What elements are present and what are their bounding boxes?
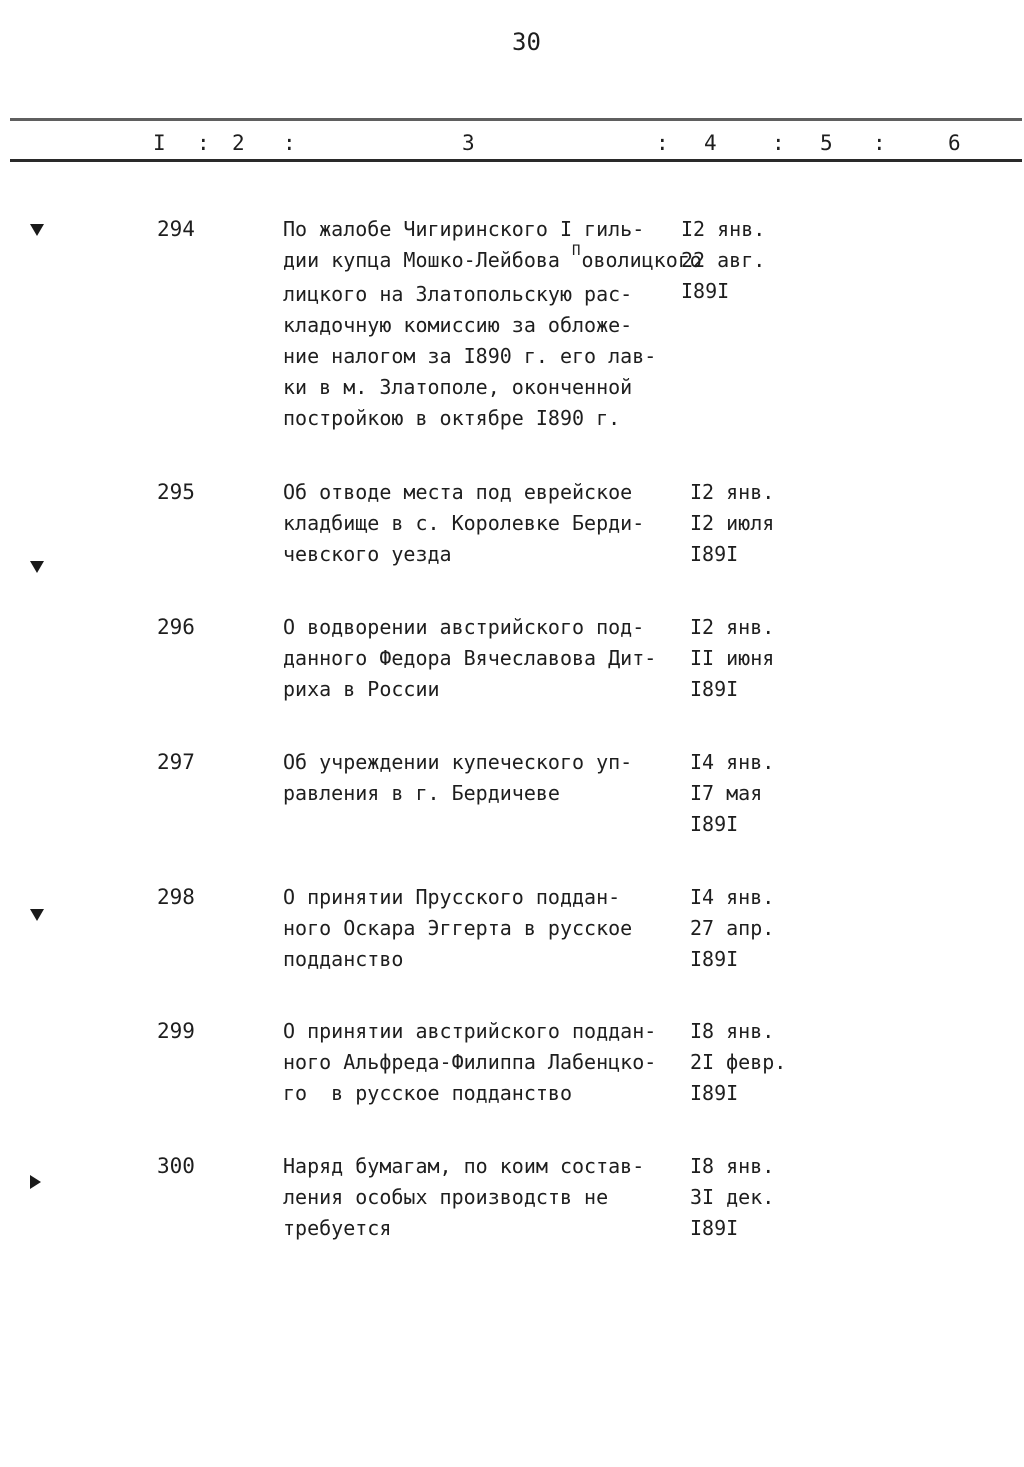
row-dates	[690, 1016, 786, 1109]
title-line: О водворении австрийского под-	[283, 615, 645, 639]
row-number: 300	[157, 1154, 195, 1178]
date-year: I89I	[690, 947, 739, 971]
title-line: ние налогом за I890 г. его лав-	[283, 344, 657, 368]
date-end: 22 авг.	[681, 248, 766, 272]
date-year: I89I	[681, 279, 730, 303]
row-number: 299	[157, 1019, 195, 1043]
row-number: 296	[157, 615, 195, 639]
binding-hole-mark	[30, 1175, 41, 1189]
row-dates	[690, 1151, 774, 1244]
column-header-6: 6	[948, 131, 961, 155]
header-bottom-rule	[10, 159, 1022, 162]
column-header-3: 3	[462, 131, 475, 155]
row-dates	[690, 477, 774, 570]
date-end: 2I февр.	[690, 1050, 787, 1074]
title-line: лицкого на Златопольскую рас-	[283, 282, 633, 306]
date-end: I7 мая	[690, 781, 763, 805]
column-header-5: 5	[820, 131, 833, 155]
binding-hole-mark	[30, 224, 44, 236]
column-header-1: I	[153, 131, 166, 155]
title-line: риха в России	[283, 677, 440, 701]
date-year: I89I	[690, 677, 739, 701]
date-end: II июня	[690, 646, 775, 670]
row-title	[283, 1016, 683, 1109]
date-start: I4 янв.	[690, 885, 775, 909]
header-top-rule	[10, 118, 1022, 121]
date-start: I2 янв.	[681, 217, 766, 241]
row-dates	[690, 612, 774, 705]
row-number: 294	[157, 217, 195, 241]
row-title	[283, 747, 683, 809]
title-line: По жалобе Чигиринского I гиль-	[283, 217, 645, 241]
title-line: равления в г. Бердичеве	[283, 781, 560, 805]
title-line: О принятии Прусского поддан-	[283, 885, 621, 909]
handwritten-insert: П	[572, 243, 581, 259]
title-line: кладочную комиссию за обложе-	[283, 313, 633, 337]
title-line: данного Федора Вячеславова Дит-	[283, 646, 657, 670]
title-line: ного Оскара Эггерта в русское	[283, 916, 633, 940]
title-line: Об отводе места под еврейское	[283, 480, 633, 504]
title-line: требуется	[283, 1216, 392, 1240]
date-start: I8 янв.	[690, 1154, 775, 1178]
column-separator: :	[656, 131, 669, 155]
date-start: I8 янв.	[690, 1019, 775, 1043]
title-line: постройкою в октябре I890 г.	[283, 406, 621, 430]
row-title	[283, 477, 683, 570]
column-header-2: 2	[232, 131, 245, 155]
date-year: I89I	[690, 812, 739, 836]
title-line: ного Альфреда-Филиппа Лабенцко-	[283, 1050, 657, 1074]
title-line: ления особых производств не	[283, 1185, 609, 1209]
title-line: подданство	[283, 947, 404, 971]
row-title	[283, 1151, 683, 1244]
column-separator: :	[873, 131, 886, 155]
column-header-4: 4	[704, 131, 717, 155]
date-start: I2 янв.	[690, 615, 775, 639]
title-line: чевского уезда	[283, 542, 452, 566]
row-dates	[681, 214, 765, 307]
title-continuation: оволицкого	[581, 248, 702, 272]
binding-hole-mark	[30, 561, 44, 573]
date-year: I89I	[690, 1081, 739, 1105]
date-start: I4 янв.	[690, 750, 775, 774]
title-line: Наряд бумагам, по коим состав-	[283, 1154, 645, 1178]
title-line: кладбище в с. Королевке Берди-	[283, 511, 645, 535]
row-dates	[690, 882, 774, 975]
row-title	[283, 612, 683, 705]
row-title	[283, 214, 702, 434]
date-end: 3I дек.	[690, 1185, 775, 1209]
binding-hole-mark	[30, 909, 44, 921]
date-year: I89I	[690, 542, 739, 566]
column-separator: :	[772, 131, 785, 155]
page-number: 30	[512, 28, 541, 56]
row-number: 295	[157, 480, 195, 504]
title-line: ки в м. Златополе, оконченной	[283, 375, 633, 399]
row-title	[283, 882, 683, 975]
title-line: дии купца Мошко-Лейбова $^П$оволицкого	[283, 243, 702, 272]
date-year: I89I	[690, 1216, 739, 1240]
title-line: Об учреждении купеческого уп-	[283, 750, 633, 774]
column-separator: :	[283, 131, 296, 155]
row-number: 298	[157, 885, 195, 909]
title-line: О принятии австрийского поддан-	[283, 1019, 657, 1043]
column-separator: :	[197, 131, 210, 155]
row-number: 297	[157, 750, 195, 774]
date-end: 27 апр.	[690, 916, 775, 940]
date-end: I2 июля	[690, 511, 775, 535]
title-line: го в русское подданство	[283, 1081, 572, 1105]
row-dates	[690, 747, 774, 840]
date-start: I2 янв.	[690, 480, 775, 504]
